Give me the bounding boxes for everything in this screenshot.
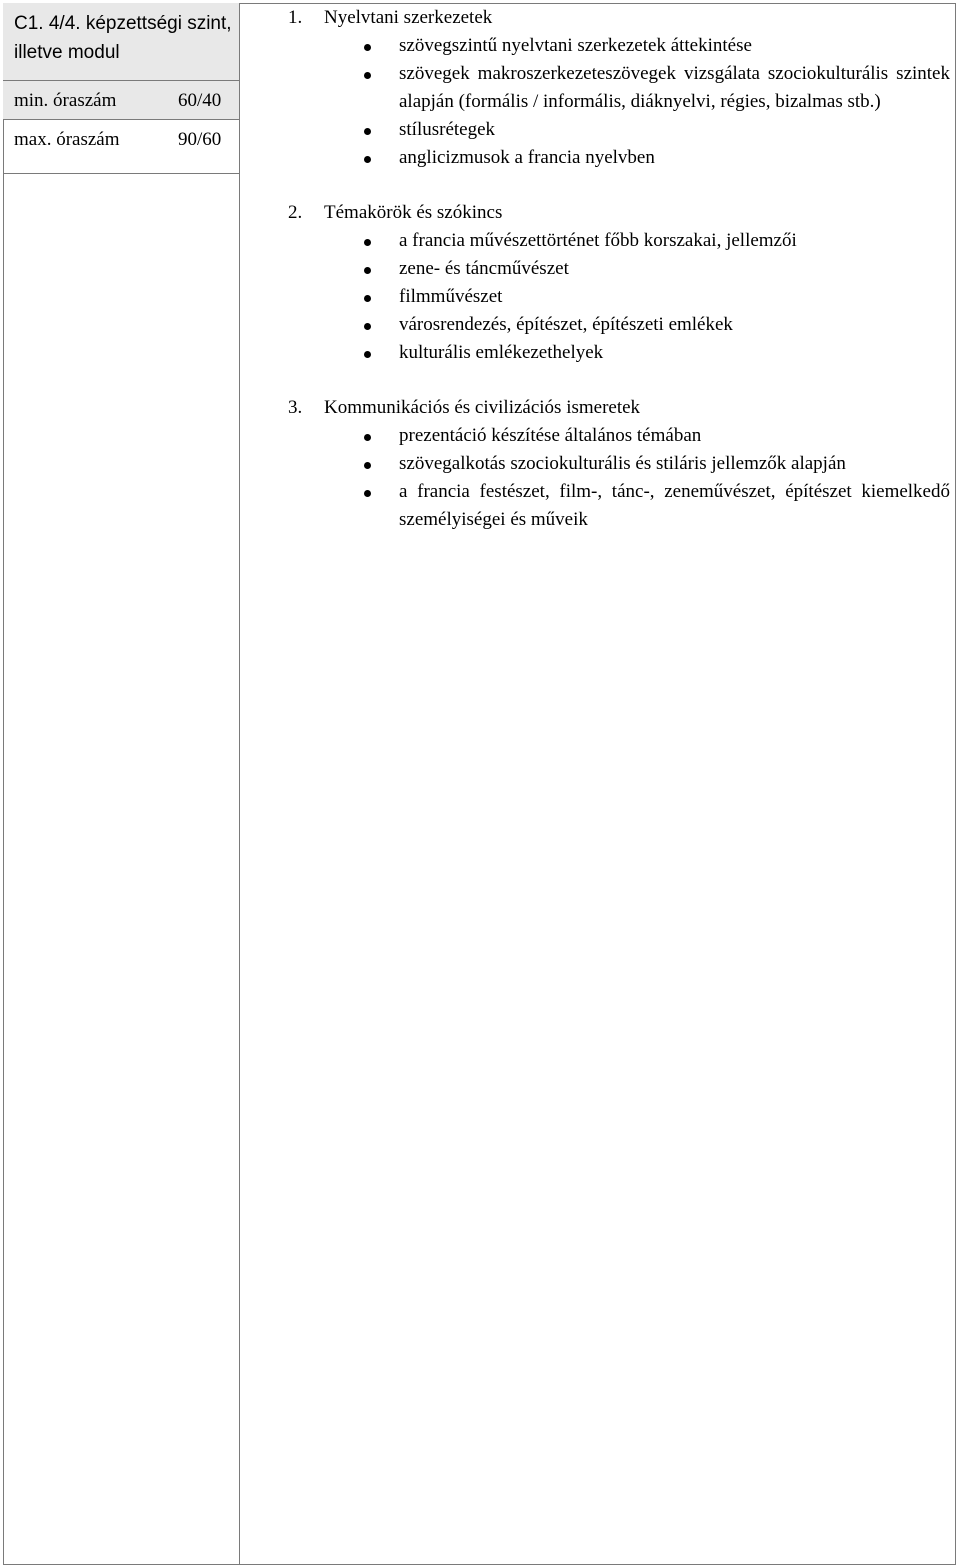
list-item-text: szövegek makroszerkezeteszövegek vizsgálata szociokulturális szintek alapján (formális / informális, diáknyelvi, régies, bizalmas stb.) <box>399 63 950 112</box>
bullet-icon <box>364 434 371 441</box>
bullet-icon <box>364 44 371 51</box>
section-communication-civilization <box>288 394 950 534</box>
list-item-text: kulturális emlékezethelyek <box>399 342 604 363</box>
list-item <box>288 422 950 450</box>
list-item <box>288 311 950 339</box>
list-item-text: prezentáció készítése általános témában <box>399 425 702 446</box>
list-item <box>288 450 950 478</box>
bullet-icon <box>364 72 371 79</box>
bullet-icon <box>364 239 371 246</box>
bullet-list <box>288 227 950 367</box>
bullet-icon <box>364 156 371 163</box>
content-column <box>288 4 950 561</box>
bullet-icon <box>364 351 371 358</box>
module-title: C1. 4/4. képzettségi szint, illetve modul <box>3 3 239 81</box>
section-title: Témakörök és szókincs <box>324 202 503 223</box>
list-item <box>288 255 950 283</box>
list-item-text: szövegszintű nyelvtani szerkezetek áttekintése <box>399 35 752 56</box>
section-number: 2. <box>288 202 303 223</box>
list-item <box>288 60 950 116</box>
list-item-text: stílusrétegek <box>399 119 496 140</box>
list-item <box>288 339 950 367</box>
section-number: 1. <box>288 7 303 28</box>
list-item-text: a francia művészettörténet főbb korszakai, jellemzői <box>399 230 797 251</box>
section-grammar <box>288 4 950 172</box>
list-item <box>288 116 950 144</box>
bullet-icon <box>364 295 371 302</box>
bullet-icon <box>364 490 371 497</box>
section-number: 3. <box>288 397 303 418</box>
max-hours-label: max. óraszám <box>14 129 120 150</box>
list-item <box>288 227 950 255</box>
section-heading <box>288 199 950 227</box>
min-hours-value: 60/40 <box>178 90 222 111</box>
list-item <box>288 144 950 172</box>
section-heading <box>288 394 950 422</box>
section-title: Nyelvtani szerkezetek <box>324 7 493 28</box>
min-hours-label: min. óraszám <box>14 90 117 111</box>
list-item <box>288 478 950 534</box>
bullet-icon <box>364 267 371 274</box>
module-info-column <box>3 3 240 1565</box>
section-heading <box>288 4 950 32</box>
bullet-icon <box>364 462 371 469</box>
section-title: Kommunikációs és civilizációs ismeretek <box>324 397 641 418</box>
list-item <box>288 32 950 60</box>
list-item-text: városrendezés, építészet, építészeti emlékek <box>399 314 733 335</box>
list-item-text: zene- és táncművészet <box>399 258 569 279</box>
list-item-text: a francia festészet, film-, tánc-, zeneművészet, építészet kiemelkedő személyiségei és műveik <box>399 481 950 530</box>
list-item-text: filmművészet <box>399 286 503 307</box>
bullet-icon <box>364 323 371 330</box>
max-hours-value: 90/60 <box>178 129 222 150</box>
min-hours-row <box>3 81 239 120</box>
list-item-text: szövegalkotás szociokulturális és stiláris jellemzők alapján <box>399 453 846 474</box>
max-hours-row <box>3 120 239 174</box>
bullet-icon <box>364 128 371 135</box>
bullet-list <box>288 32 950 172</box>
list-item-text: anglicizmusok a francia nyelvben <box>399 147 655 168</box>
section-topics-vocabulary <box>288 199 950 367</box>
bullet-list <box>288 422 950 534</box>
list-item <box>288 283 950 311</box>
